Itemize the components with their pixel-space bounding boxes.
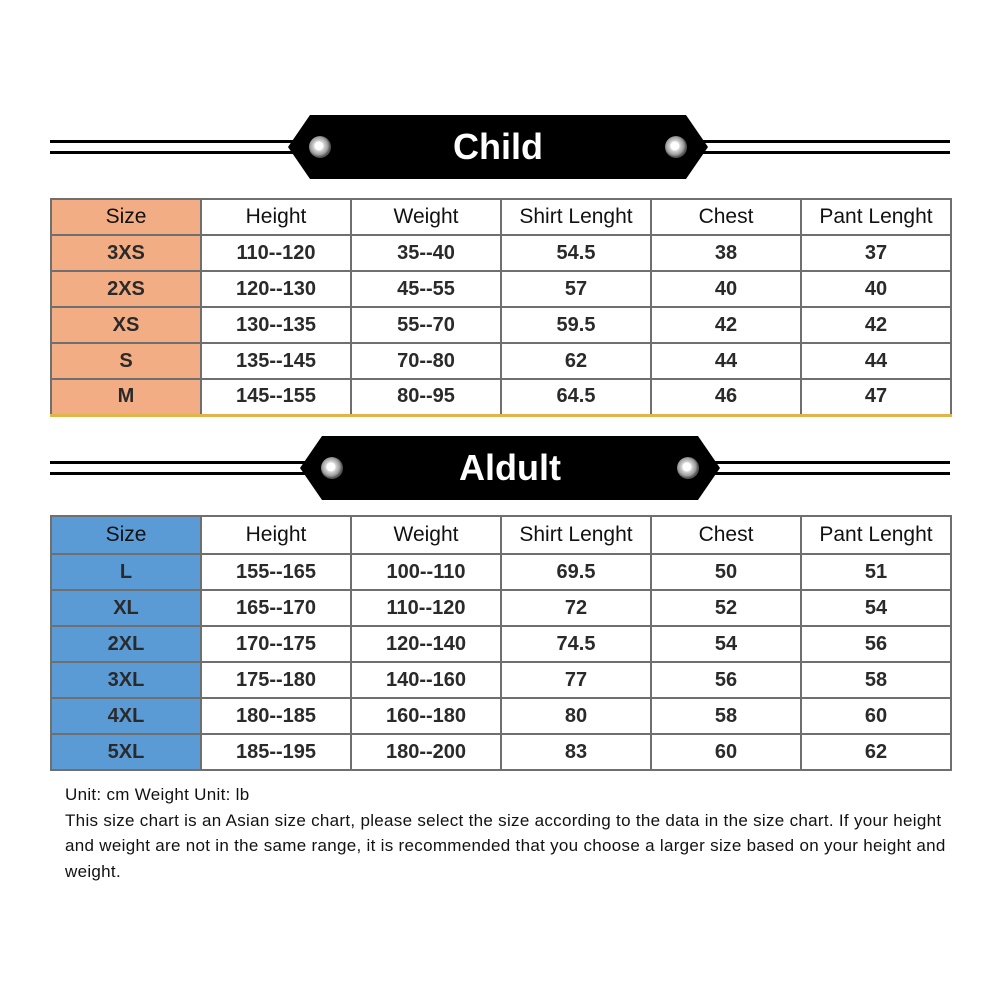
shirt-length-cell: 72 [501,590,651,626]
pant-length-cell: 54 [801,590,951,626]
table-row [51,734,951,770]
table-header-row [51,199,951,235]
chest-cell: 54 [651,626,801,662]
chest-cell: 58 [651,698,801,734]
pant-length-cell: 62 [801,734,951,770]
header-size: Size [51,199,201,235]
weight-cell: 160--180 [351,698,501,734]
table-row [51,343,951,379]
height-cell: 145--155 [201,379,351,415]
table-row [51,379,951,415]
table-row [51,626,951,662]
height-cell: 180--185 [201,698,351,734]
chest-cell: 38 [651,235,801,271]
height-cell: 120--130 [201,271,351,307]
header-shirt-length: Shirt Lenght [501,199,651,235]
shirt-length-cell: 74.5 [501,626,651,662]
chest-cell: 40 [651,271,801,307]
table-header-row [51,516,951,554]
height-cell: 170--175 [201,626,351,662]
size-cell: 4XL [51,698,201,734]
size-notes [65,782,950,884]
pant-length-cell: 37 [801,235,951,271]
pant-length-cell: 47 [801,379,951,415]
weight-cell: 45--55 [351,271,501,307]
header-weight: Weight [351,199,501,235]
child-section-title: Child [453,126,543,167]
table-row [51,590,951,626]
shirt-length-cell: 77 [501,662,651,698]
size-cell: S [51,343,201,379]
weight-cell: 110--120 [351,590,501,626]
shirt-length-cell: 69.5 [501,554,651,590]
pant-length-cell: 51 [801,554,951,590]
weight-cell: 120--140 [351,626,501,662]
height-cell: 130--135 [201,307,351,343]
height-cell: 155--165 [201,554,351,590]
chest-cell: 52 [651,590,801,626]
header-weight: Weight [351,516,501,554]
unit-note: Unit: cm Weight Unit: lb [65,785,250,804]
header-height: Height [201,516,351,554]
pant-length-cell: 56 [801,626,951,662]
pant-length-cell: 42 [801,307,951,343]
shirt-length-cell: 80 [501,698,651,734]
weight-cell: 55--70 [351,307,501,343]
height-cell: 185--195 [201,734,351,770]
weight-cell: 100--110 [351,554,501,590]
chest-cell: 42 [651,307,801,343]
shirt-length-cell: 57 [501,271,651,307]
table-row [51,662,951,698]
size-cell: XL [51,590,201,626]
weight-cell: 80--95 [351,379,501,415]
header-size: Size [51,516,201,554]
pant-length-cell: 58 [801,662,951,698]
chest-cell: 56 [651,662,801,698]
adult-section-title: Aldult [459,447,561,488]
height-cell: 175--180 [201,662,351,698]
chest-cell: 46 [651,379,801,415]
size-cell: M [51,379,201,415]
height-cell: 165--170 [201,590,351,626]
shirt-length-cell: 64.5 [501,379,651,415]
adult-size-table [50,515,952,771]
shirt-length-cell: 62 [501,343,651,379]
table-row [51,307,951,343]
weight-cell: 35--40 [351,235,501,271]
child-size-table [50,198,952,417]
size-cell: 3XS [51,235,201,271]
adult-banner [50,436,950,500]
header-pant-length: Pant Lenght [801,199,951,235]
pant-length-cell: 44 [801,343,951,379]
chest-cell: 44 [651,343,801,379]
chest-cell: 60 [651,734,801,770]
height-cell: 135--145 [201,343,351,379]
table-row [51,235,951,271]
weight-cell: 140--160 [351,662,501,698]
table-row [51,698,951,734]
chest-cell: 50 [651,554,801,590]
header-height: Height [201,199,351,235]
shirt-length-cell: 54.5 [501,235,651,271]
header-chest: Chest [651,199,801,235]
height-cell: 110--120 [201,235,351,271]
weight-cell: 180--200 [351,734,501,770]
size-cell: 2XL [51,626,201,662]
size-cell: XS [51,307,201,343]
header-shirt-length: Shirt Lenght [501,516,651,554]
pant-length-cell: 40 [801,271,951,307]
size-cell: 2XS [51,271,201,307]
child-banner [50,115,950,179]
pant-length-cell: 60 [801,698,951,734]
size-cell: L [51,554,201,590]
weight-cell: 70--80 [351,343,501,379]
table-row [51,271,951,307]
shirt-length-cell: 83 [501,734,651,770]
size-cell: 5XL [51,734,201,770]
header-pant-length: Pant Lenght [801,516,951,554]
header-chest: Chest [651,516,801,554]
table-row [51,554,951,590]
size-disclaimer: This size chart is an Asian size chart, please select the size according to the data in the size chart. If your height and weight are not in the same range, it is recommended that you choose a larger size based on your height and weight. [65,810,946,881]
size-cell: 3XL [51,662,201,698]
shirt-length-cell: 59.5 [501,307,651,343]
